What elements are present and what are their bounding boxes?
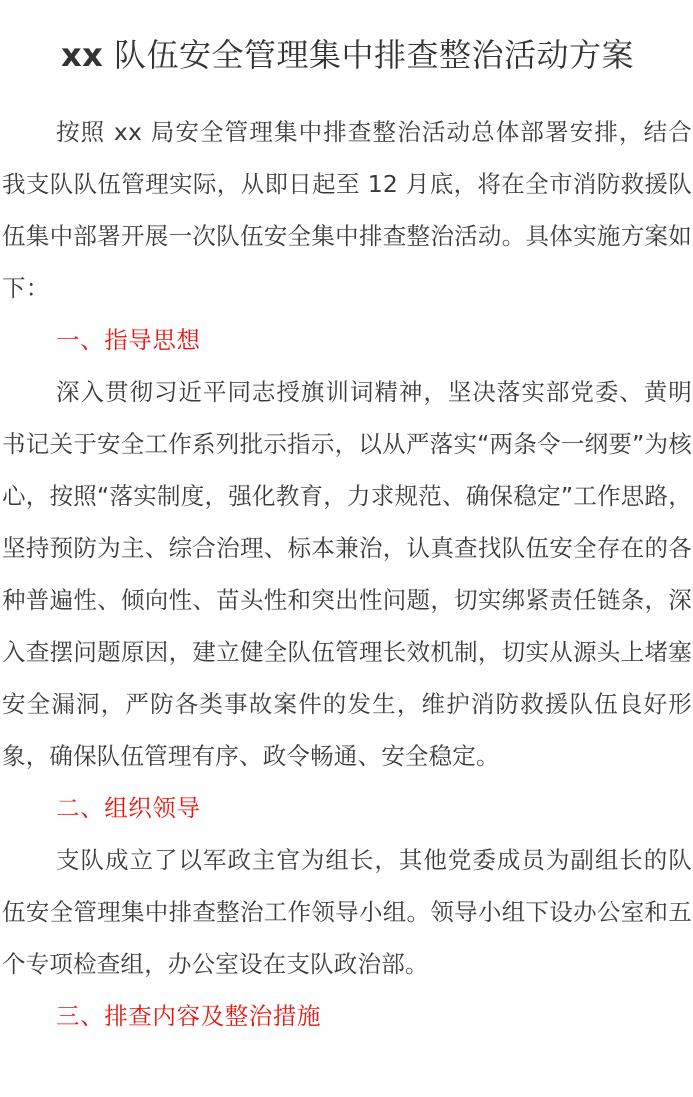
section-heading-inspection-content: 三、排查内容及整治措施: [56, 1002, 322, 1030]
document-body: [2, 106, 693, 1042]
section-heading-guiding-ideology: 一、指导思想: [56, 326, 201, 354]
document-title: [2, 0, 693, 80]
title-text: 队伍安全管理集中排查整治活动方案: [103, 36, 634, 74]
section-body-guiding-ideology: 深入贯彻习近平同志授旗训词精神，坚决落实部党委、黄明书记关于安全工作系列批示指示，以从严落实“两条令一纲要”为核心，按照“落实制度，强化教育，力求规范、确保稳定”工作思路，坚持预防为主、综合治理、标本兼治，认真查找队伍安全存在的各种普遍性、倾向性、苗头性和突出性问题，切实绑紧责任链条，深入查摆问题原因，建立健全队伍管理长效机制，切实从源头上堵塞安全漏洞，严防各类事故案件的发生，维护消防救援队伍良好形象，确保队伍管理有序、政令畅通、安全稳定。: [2, 378, 692, 770]
section-heading-organization: 二、组织领导: [56, 794, 201, 822]
title-prefix: xx: [61, 36, 104, 74]
section-body-organization: 支队成立了以军政主官为组长，其他党委成员为副组长的队伍安全管理集中排查整治工作领导小组。领导小组下设办公室和五个专项检查组，办公室设在支队政治部。: [2, 846, 692, 978]
intro-paragraph: 按照 xx 局安全管理集中排查整治活动总体部署安排，结合我支队队伍管理实际，从即日起至 12 月底，将在全市消防救援队伍集中部署开展一次队伍安全集中排查整治活动。具体实施方案如下：: [2, 118, 692, 302]
